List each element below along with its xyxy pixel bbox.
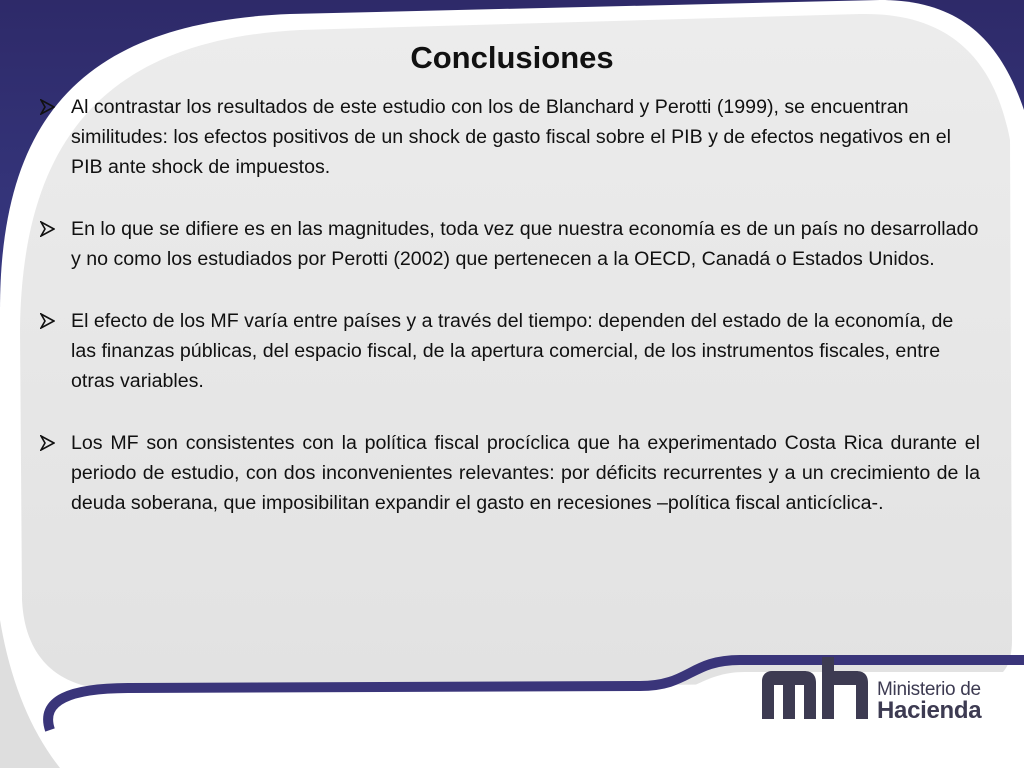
arrow-bullet-icon — [40, 435, 55, 451]
bullet-item — [40, 306, 980, 396]
bullet-text: El efecto de los MF varía entre países y a través del tiempo: dependen del estado de la economía, de las finanzas públicas, del espacio fiscal, de la apertura comercial, de los instrumentos fiscales, entre otras variables. — [71, 310, 954, 392]
logo-line-ministerio: Ministerio de — [877, 679, 981, 700]
bullet-list — [40, 92, 980, 550]
arrow-bullet-icon — [40, 221, 55, 237]
arrow-bullet-icon — [40, 99, 55, 115]
bullet-text: Los MF son consistentes con la política fiscal procíclica que ha experimentado Costa Rica durante el periodo de estudio, con dos inconvenientes relevantes: por déficits recurrentes y a un crecimiento de la deuda soberana, que imposibilitan expandir el gasto en recesiones –política fiscal anticíclica-. — [71, 432, 980, 514]
logo-line-hacienda: Hacienda — [877, 697, 982, 724]
arrow-bullet-icon — [40, 313, 55, 329]
bullet-text: Al contrastar los resultados de este estudio con los de Blanchard y Perotti (1999), se encuentran similitudes: los efectos positivos de un shock de gasto fiscal sobre el PIB y de efectos negativos en el PIB ante shock de impuestos. — [71, 96, 952, 178]
bullet-item — [40, 214, 980, 274]
logo-wordmark — [877, 680, 981, 723]
bullet-item — [40, 428, 980, 518]
slide-title: Conclusiones — [410, 40, 614, 75]
bullet-item — [40, 92, 980, 182]
bullet-text: En lo que se difiere es en las magnitudes, toda vez que nuestra economía es de un país no desarrollado y no como los estudiados por Perotti (2002) que pertenecen a la OECD, Canadá o Estados Unidos. — [71, 218, 979, 270]
